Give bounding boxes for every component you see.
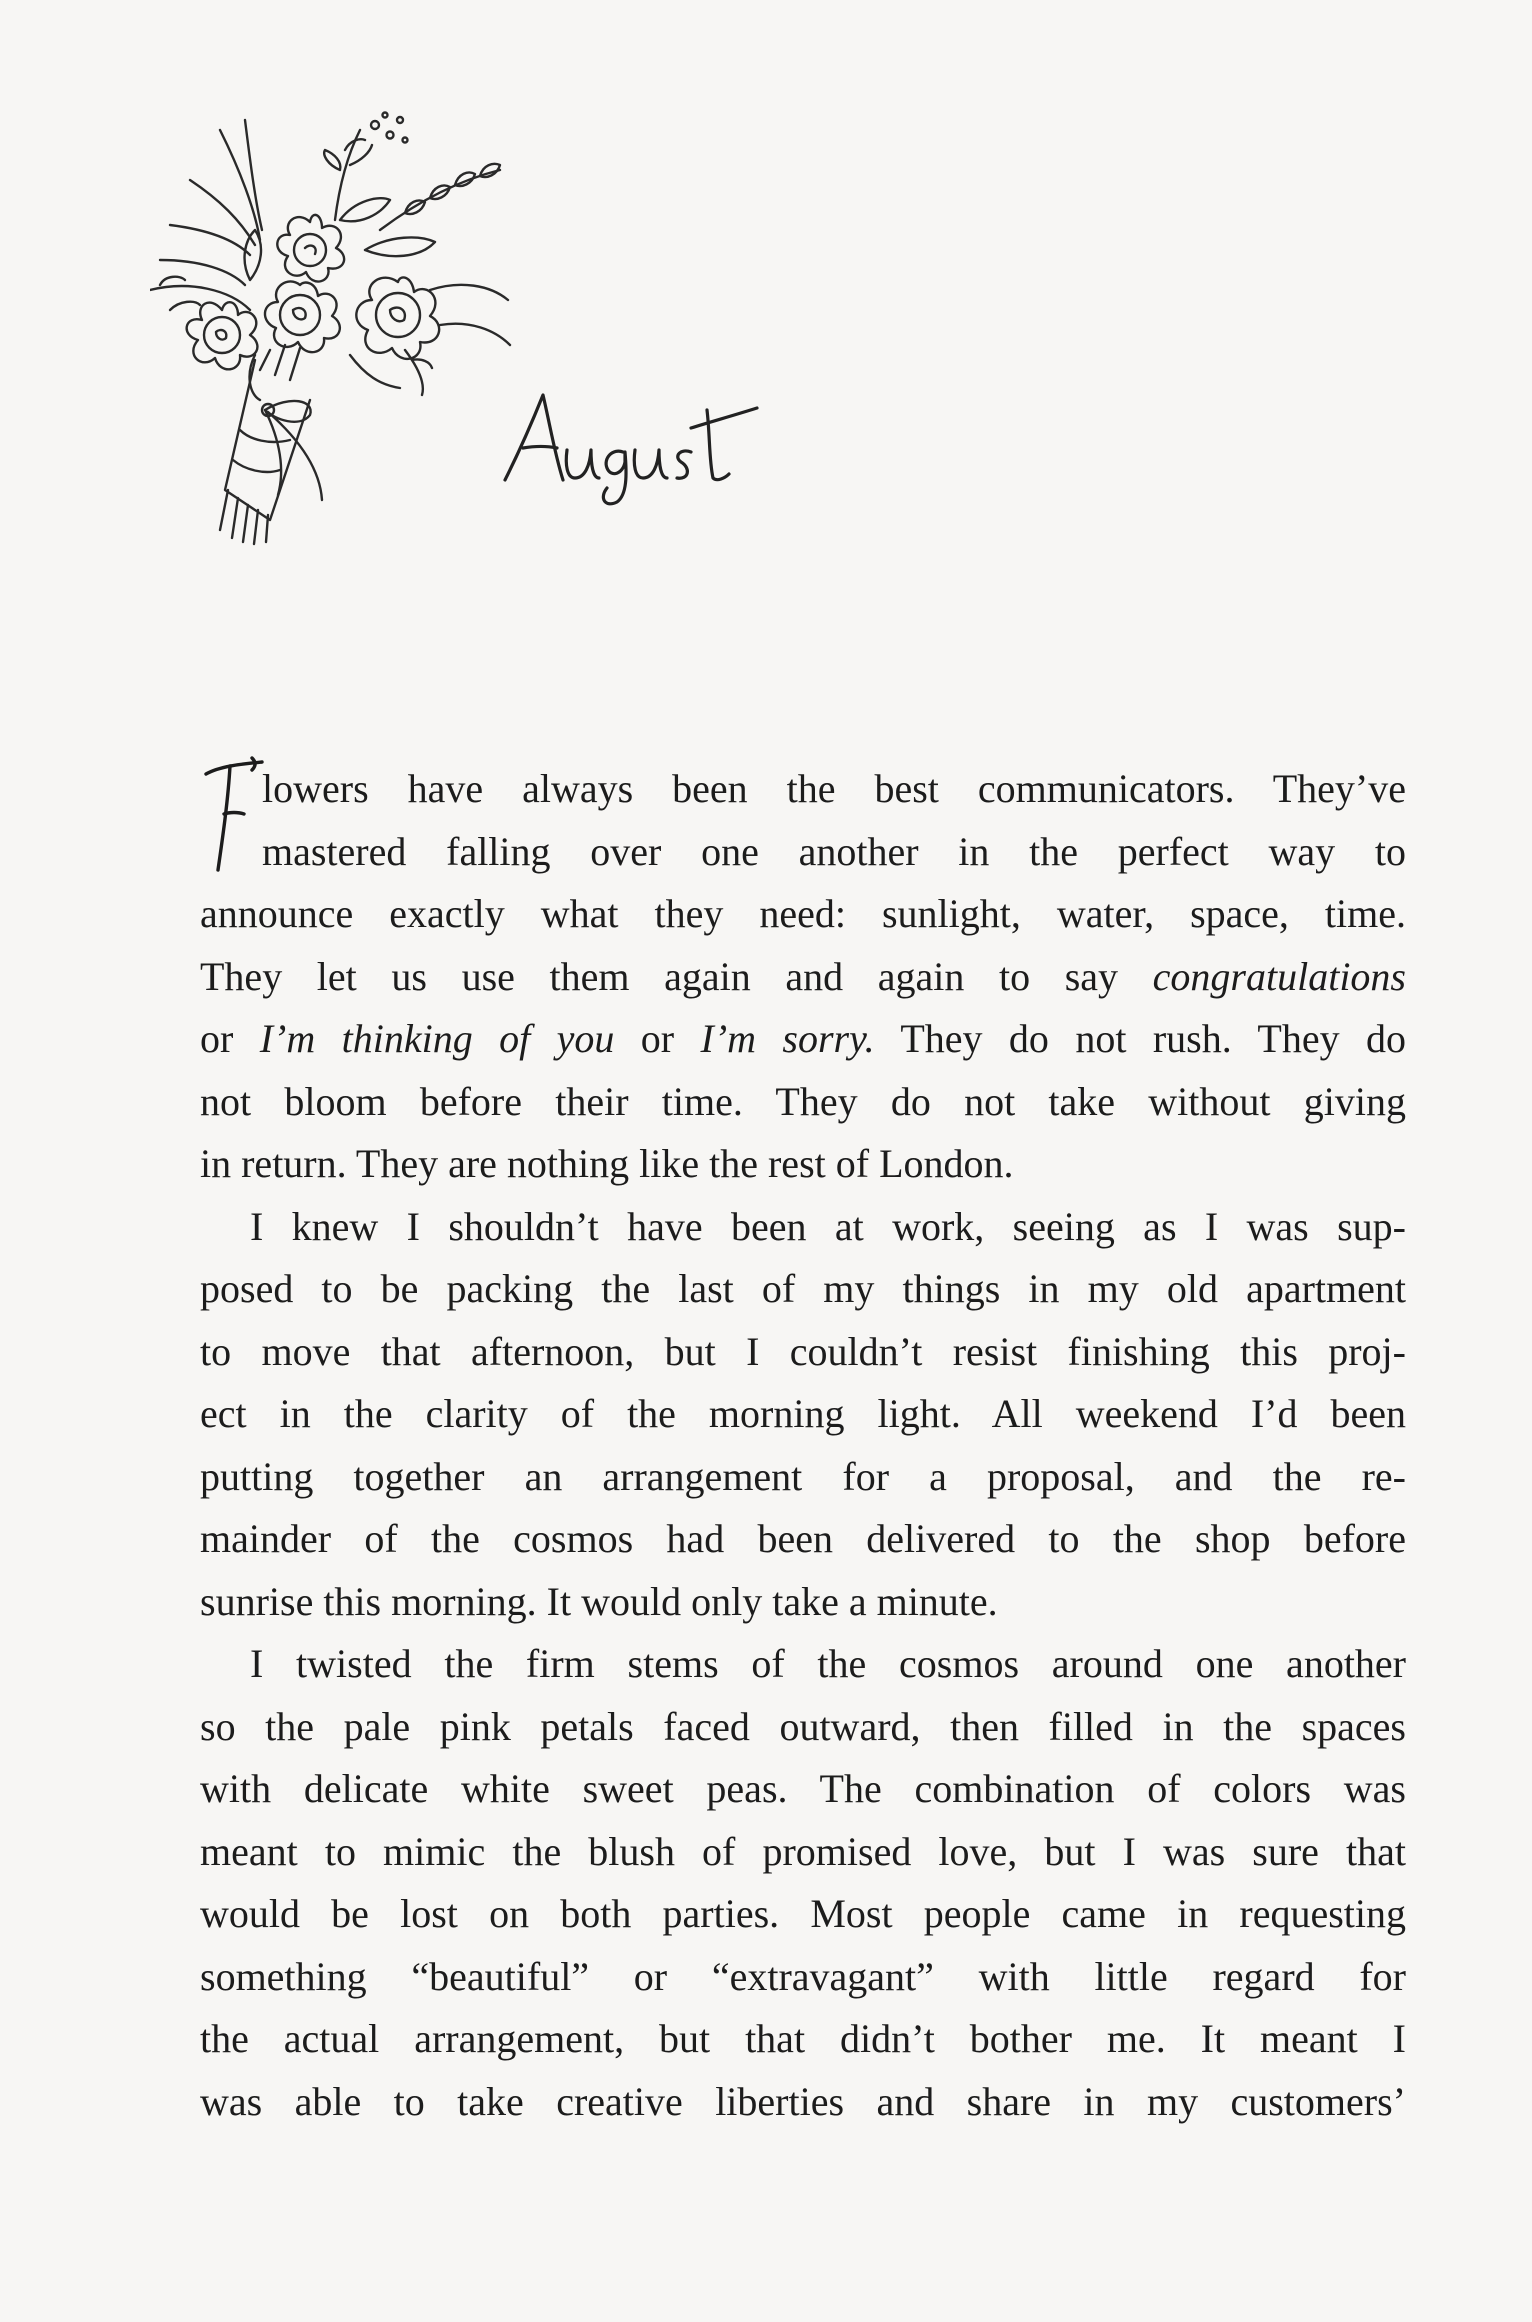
text-line: announce exactly what they need: sunlight, water, space, time. [200, 891, 1406, 936]
text-line: to move that afternoon, but I couldn’t resist finishing this proj- [200, 1328, 1406, 1374]
text-line: was able to take creative liberties and share in my customers’ [200, 2078, 1406, 2124]
text-line: posed to be packing the last of my things in my old apartment [200, 1266, 1406, 1311]
text-line: not bloom before their time. They do not take without giving [200, 1078, 1406, 1124]
text-line: mainder of the cosmos had been delivered to the shop before [200, 1516, 1406, 1561]
flower-bouquet-icon [150, 110, 550, 570]
text-line: mastered falling over one another in the perfect way to [262, 828, 1406, 874]
text-line: the actual arrangement, but that didn’t bother me. It meant I [200, 2016, 1406, 2061]
text-line: or I’m thinking of you or I’m sorry. They do not rush. They do [200, 1016, 1406, 1061]
text-line: ect in the clarity of the morning light. All weekend I’d been [200, 1391, 1406, 1436]
chapter-title-art [495, 370, 795, 510]
text-line: I knew I shouldn’t have been at work, seeing as I was sup- [250, 1203, 1406, 1249]
paragraph-container [200, 758, 1406, 2133]
text-line: They let us use them again and again to say congratulations [200, 953, 1406, 999]
text-line: sunrise this morning. It would only take a minute. [200, 1578, 998, 1624]
text-line: in return. They are nothing like the rest of London. [200, 1141, 1014, 1186]
text-line: I twisted the firm stems of the cosmos around one another [250, 1641, 1406, 1686]
text-line: would be lost on both parties. Most people came in requesting [200, 1891, 1406, 1936]
text-line: lowers have always been the best communicators. They’ve [262, 766, 1406, 811]
text-line: something “beautiful” or “extravagant” with little regard for [200, 1953, 1406, 1999]
text-line: with delicate white sweet peas. The combination of colors was [200, 1766, 1406, 1811]
text-line: meant to mimic the blush of promised love, but I was sure that [200, 1828, 1406, 1874]
text-line: putting together an arrangement for a proposal, and the re- [200, 1453, 1406, 1499]
text-line: so the pale pink petals faced outward, then filled in the spaces [200, 1703, 1406, 1749]
chapter-body-text [200, 758, 1406, 2133]
drop-cap [200, 752, 280, 892]
